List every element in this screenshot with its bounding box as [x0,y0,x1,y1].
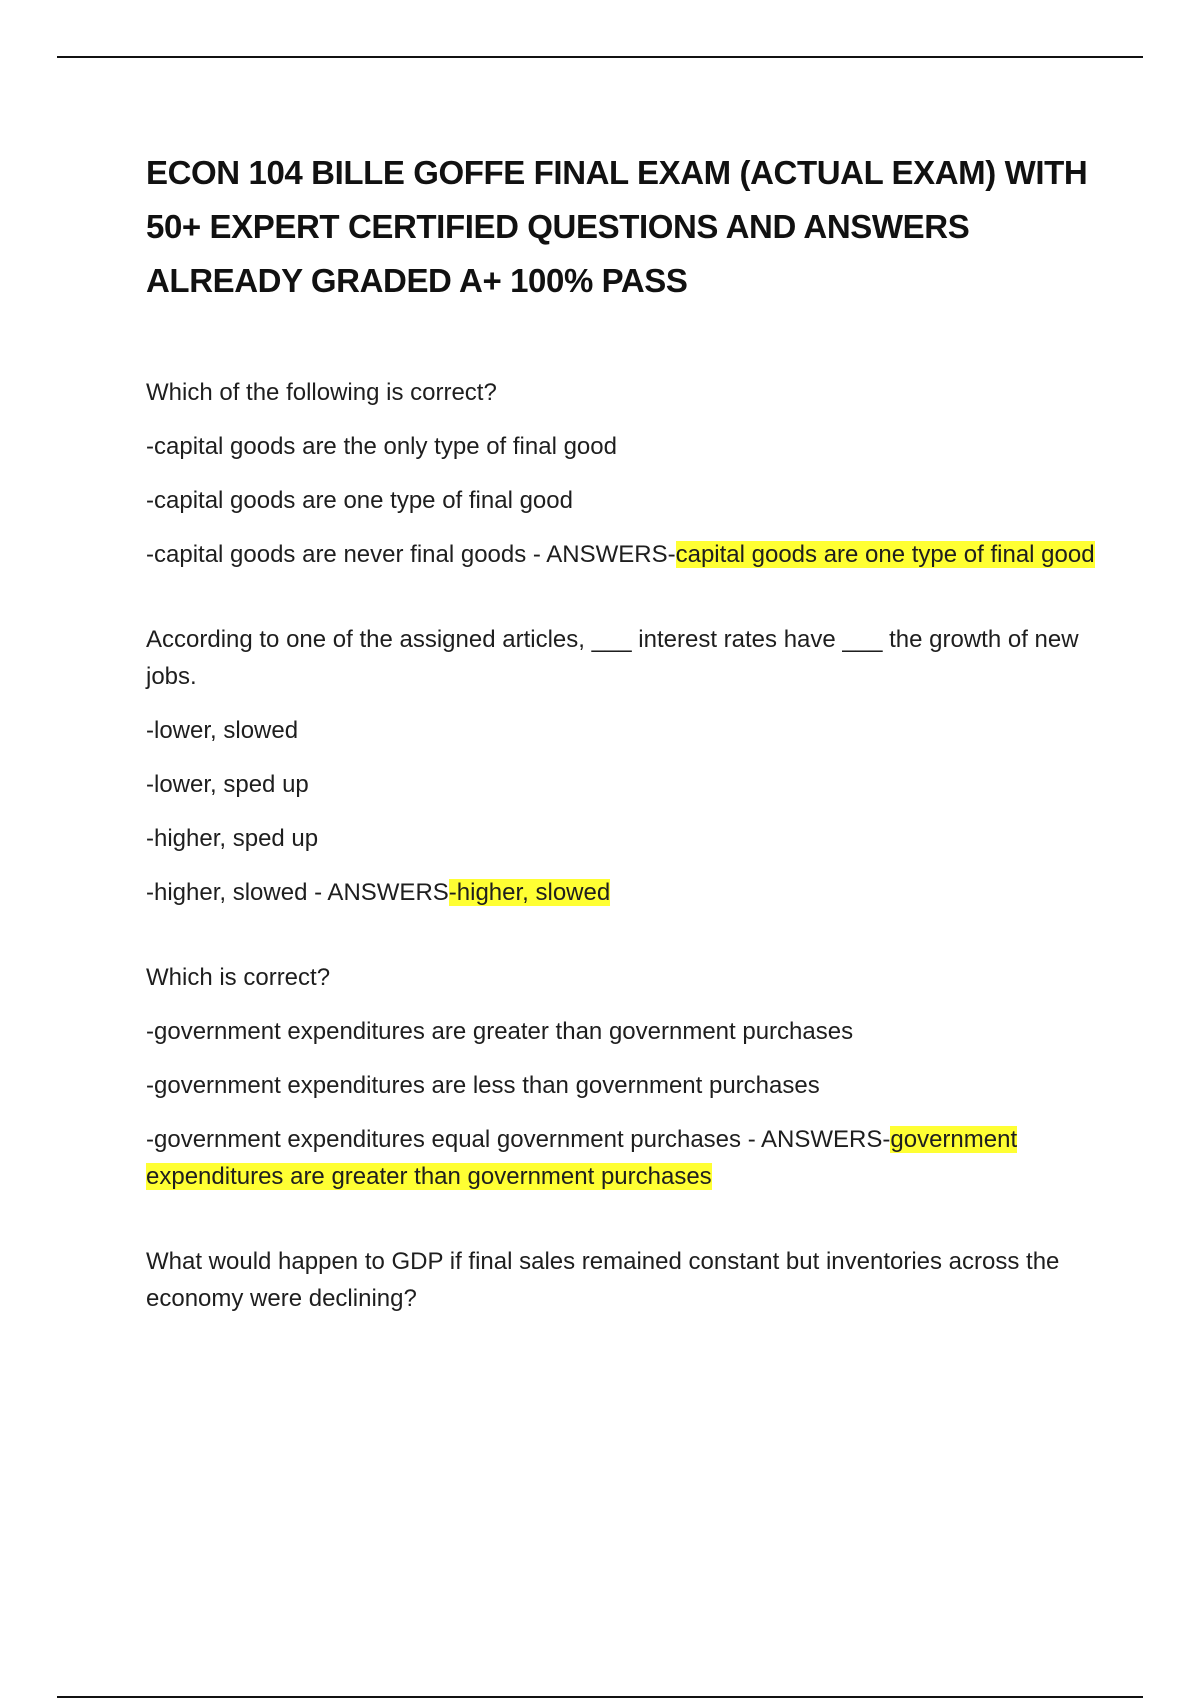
highlighted-answer: capital goods are one type of final good [675,541,1095,568]
answer-option-with-key [146,874,1096,911]
document-title: ECON 104 BILLE GOFFE FINAL EXAM (ACTUAL EXAM) WITH 50+ EXPERT CERTIFIED QUESTIONS AND ANSWERS ALREADY GRADED A+ 100% PASS [146,154,1088,299]
answer-option-with-key [146,1121,1096,1195]
question-block [146,1243,1096,1317]
question-block [146,374,1096,573]
answer-option: -lower, slowed [146,717,299,744]
question-prompt: Which is correct? [146,964,331,991]
footer-rule [57,1696,1143,1698]
question-block [146,621,1096,911]
question-prompt: Which of the following is correct? [146,379,497,406]
question-prompt: According to one of the assigned articles, ___ interest rates have ___ the growth of new jobs. [146,626,1079,690]
answer-option: -lower, sped up [146,771,309,798]
answer-option: -government expenditures are greater than government purchases [146,1018,854,1045]
answer-option-with-key [146,536,1096,573]
question-prompt: What would happen to GDP if final sales remained constant but inventories across the economy were declining? [146,1248,1060,1312]
answer-option-text: -government expenditures equal government purchases - ANSWERS- [146,1126,891,1153]
answer-option: -capital goods are one type of final good [146,487,573,514]
answer-option-text: -capital goods are never final goods - ANSWERS- [146,541,676,568]
highlighted-answer: government expenditures are greater than government purchases [146,1126,1018,1190]
answer-option: -government expenditures are less than government purchases [146,1072,820,1099]
document-body [146,146,1096,1334]
answer-option: -higher, sped up [146,825,319,852]
answer-option-text: -higher, slowed - ANSWERS [146,879,449,906]
highlighted-answer: -higher, slowed [448,879,611,906]
answer-option: -capital goods are the only type of final good [146,433,617,460]
question-block [146,959,1096,1195]
header-rule [57,56,1143,58]
